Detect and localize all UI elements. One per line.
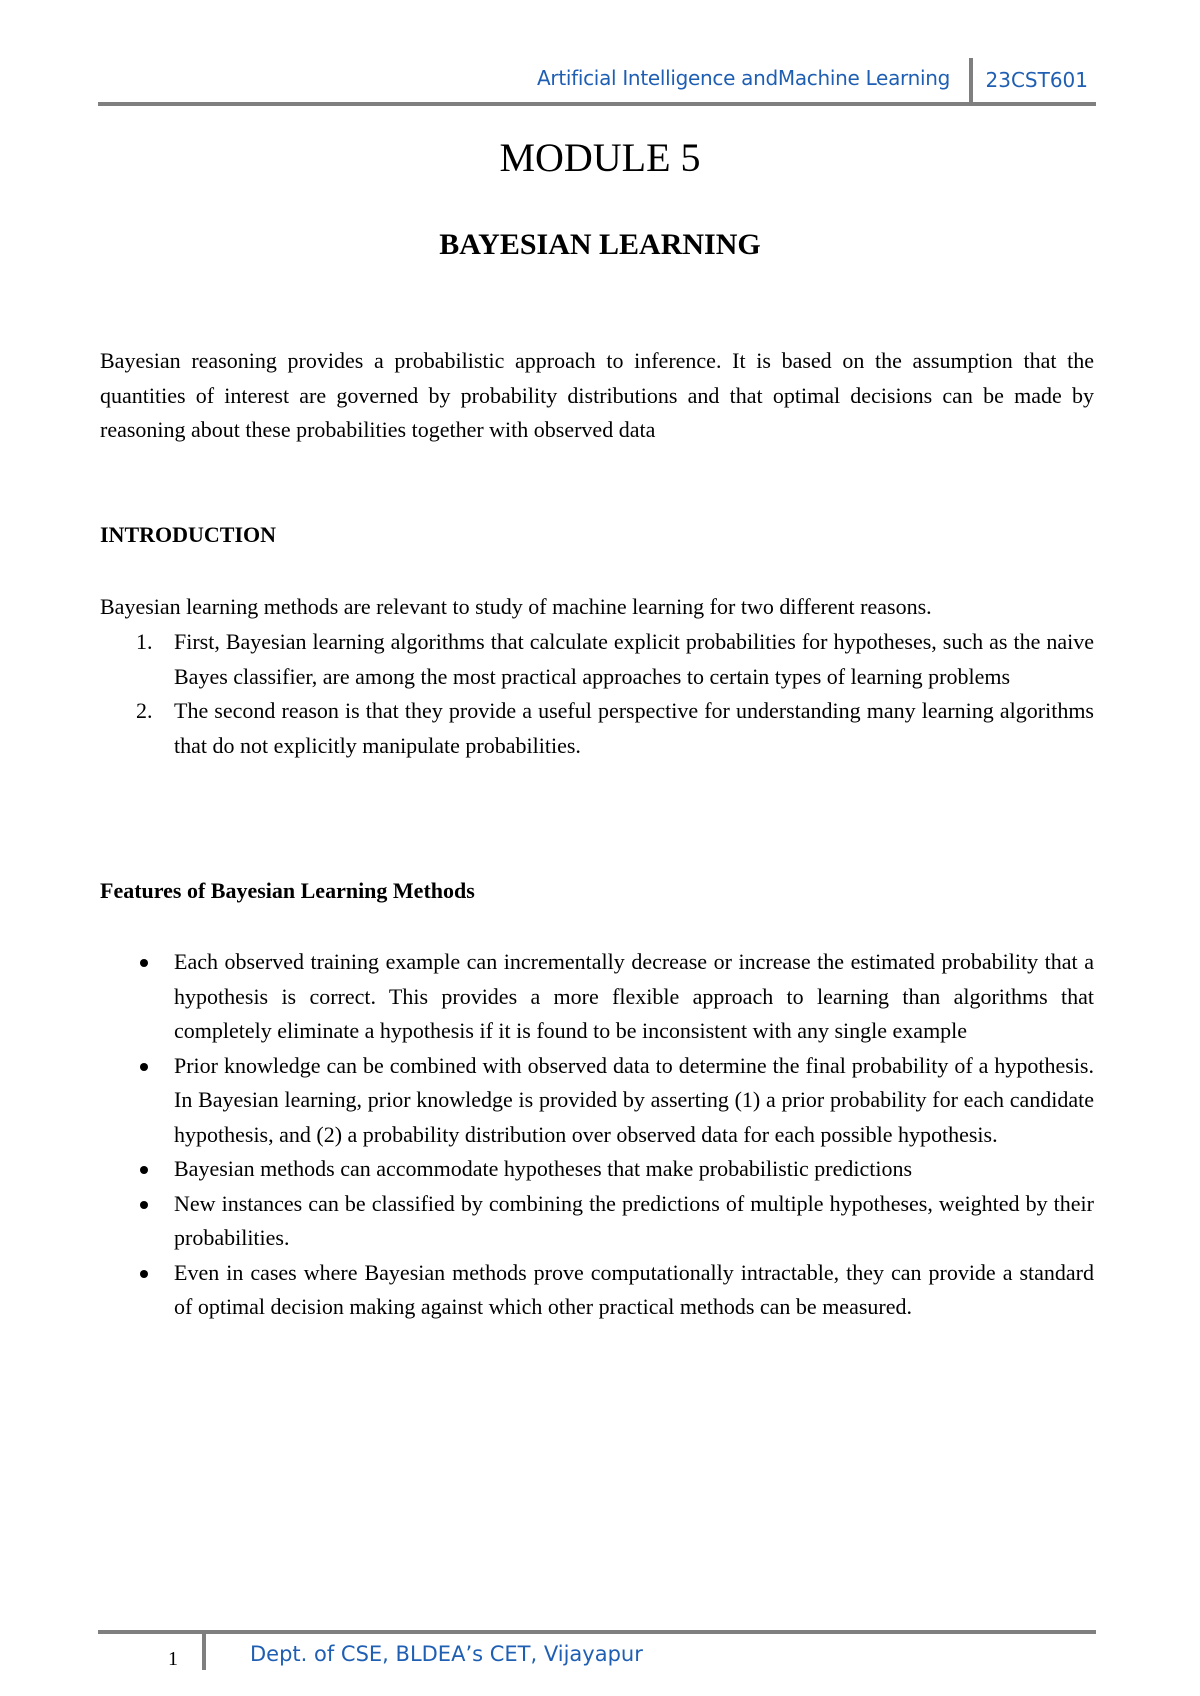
course-title: Artificial Intelligence andMachine Learning <box>537 66 950 90</box>
list-item <box>100 1256 1094 1325</box>
page-number: 1 <box>168 1648 178 1670</box>
reasons-list <box>100 625 1094 763</box>
list-item <box>100 1049 1094 1153</box>
bullet-icon <box>140 959 148 967</box>
bullet-icon <box>140 1063 148 1071</box>
bullet-icon <box>140 1201 148 1209</box>
list-item <box>100 694 1094 763</box>
bullet-icon <box>140 1166 148 1174</box>
list-item-text: Prior knowledge can be combined with observed data to determine the final probability of a hypothesis. In Bayesian learning, prior knowledge is provided by asserting (1) a prior probability for each candidate hypothesis, and (2) a probability distribution over observed data for each possible hypothesis. <box>174 1052 1094 1147</box>
list-item-text: Bayesian methods can accommodate hypotheses that make probabilistic predictions <box>174 1156 913 1181</box>
list-marker: 2. <box>136 698 153 723</box>
header-separator <box>969 58 973 102</box>
bullet-icon <box>140 1270 148 1278</box>
header-rule <box>98 102 1096 106</box>
list-item-text: New instances can be classified by combining the predictions of multiple hypotheses, weighted by their probabilities. <box>174 1190 1094 1250</box>
features-list <box>100 945 1094 1325</box>
course-code: 23CST601 <box>985 68 1088 92</box>
footer-rule <box>98 1630 1096 1634</box>
footer-separator <box>202 1634 206 1670</box>
introduction-heading: INTRODUCTION <box>100 522 277 547</box>
list-item-text: Even in cases where Bayesian methods prove computationally intractable, they can provide a standard of optimal decision making against which other practical methods can be measured. <box>174 1259 1094 1319</box>
page-footer <box>98 1630 1096 1680</box>
features-heading: Features of Bayesian Learning Methods <box>100 878 475 903</box>
intro-paragraph: Bayesian reasoning provides a probabilistic approach to inference. It is based on the assumption that the quantities of interest are governed by probability distributions and that optimal decisions can be made by reasoning about these probabilities together with observed data <box>100 348 1094 442</box>
page-header <box>98 58 1096 106</box>
department-label: Dept. of CSE, BLDEA’s CET, Vijayapur <box>250 1642 643 1666</box>
list-item-text: First, Bayesian learning algorithms that calculate explicit probabilities for hypotheses, such as the naive Bayes classifier, are among the most practical approaches to certain types of learning problems <box>174 629 1094 689</box>
section-title: BAYESIAN LEARNING <box>439 228 761 261</box>
list-item <box>100 945 1094 1049</box>
introduction-lead: Bayesian learning methods are relevant to study of machine learning for two different reasons. <box>100 594 932 619</box>
list-item-text: The second reason is that they provide a useful perspective for understanding many learning algorithms that do not explicitly manipulate probabilities. <box>174 698 1094 758</box>
module-title: MODULE 5 <box>499 135 701 180</box>
list-item-text: Each observed training example can incrementally decrease or increase the estimated probability that a hypothesis is correct. This provides a more flexible approach to learning than algorithms that completely eliminate a hypothesis if it is found to be inconsistent with any single example <box>174 949 1094 1043</box>
list-marker: 1. <box>136 629 153 654</box>
list-item <box>100 625 1094 694</box>
list-item <box>100 1187 1094 1256</box>
list-item <box>100 1152 1094 1187</box>
